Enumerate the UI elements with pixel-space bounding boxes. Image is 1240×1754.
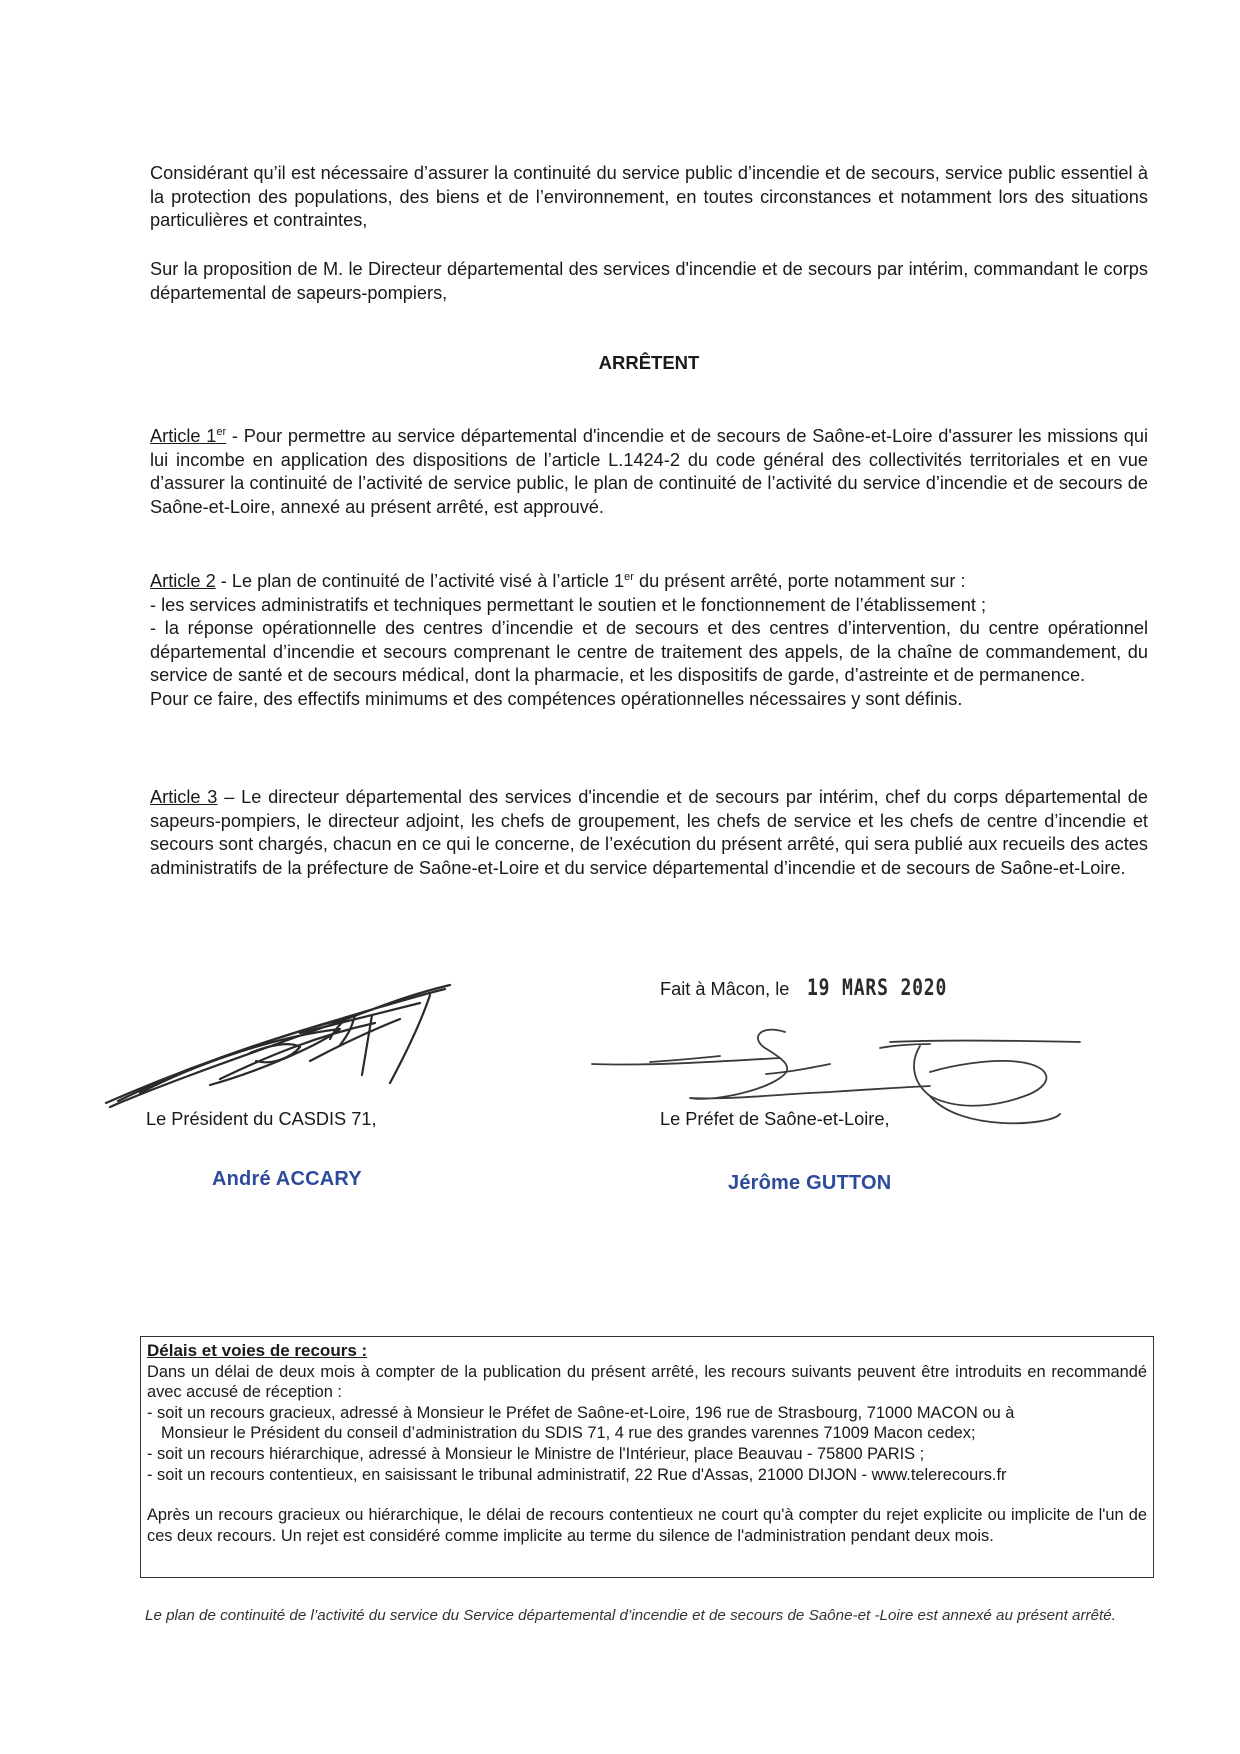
article-3-label: Article 3 <box>150 787 218 807</box>
proposition-paragraph <box>150 258 1148 305</box>
arretent-heading: ARRÊTENT <box>598 352 700 373</box>
article-2-item-1: - les services administratifs et techniques permettant le soutien et le fonctionnement de l’établissement ; <box>150 594 987 615</box>
place-date-label: Fait à Mâcon, le <box>660 979 790 999</box>
article-3-text: – Le directeur départemental des services d'incendie et de secours par intérim, chef du corps départemental de sapeurs-pompiers, le directeur adjoint, les chefs de groupement, les chefs de service et les chefs de centre d’incendie et secours sont chargés, chacun en ce qui le concerne, de l’exécution du présent arrêté, qui sera publié aux recueils des actes administratifs de la préfecture de Saône-et-Loire et du service départemental d’incendie et de secours de Saône-et-Loire. <box>150 787 1148 878</box>
considerant-paragraph <box>150 162 1148 233</box>
considerant-text: Considérant qu’il est nécessaire d’assurer la continuité du service public d’incendie et de secours, service public essentiel à la protection des populations, des biens et de l’environnement, en toutes circonstances et notamment lors des situations particulières et contraintes, <box>150 163 1148 230</box>
article-1-text: - Pour permettre au service départemental d'incendie et de secours de Saône-et-Loire d'assurer les missions qui lui incombe en application des dispositions de l’article L.1424-2 du code général des collectivités territoriales et en vue d’assurer la continuité de l’activité de service public, le plan de continuité de l’activité du service d’incendie et de secours de Saône-et-Loire, annexé au présent arrêté, est approuvé. <box>150 426 1149 517</box>
proposition-text: Sur la proposition de M. le Directeur départemental des services d'incendie et de secours par intérim, commandant le corps départemental de sapeurs-pompiers, <box>150 259 1148 303</box>
recours-intro: Dans un délai de deux mois à compter de la publication du présent arrêté, les recours suivants peuvent être introduits en recommandé avec accusé de réception : <box>147 1362 1147 1402</box>
prefet-title: Le Préfet de Saône-et-Loire, <box>660 1109 890 1129</box>
recours-box <box>140 1336 1154 1578</box>
president-signature <box>100 975 460 1115</box>
article-1 <box>150 425 1148 519</box>
prefet-name-stamp: Jérôme GUTTON <box>728 1172 892 1194</box>
date-stamp: 19 MARS 2020 <box>807 976 948 1001</box>
annex-footnote: Le plan de continuité de l’activité du service du Service départemental d’incendie et de secours de Saône-et -Loire est annexé au présent arrêté. <box>145 1607 1116 1624</box>
recours-title: Délais et voies de recours : <box>147 1341 368 1360</box>
place-date-line <box>660 976 978 1001</box>
recours-item-3: - soit un recours contentieux, en saisissant le tribunal administratif, 22 Rue d'Assas, 21000 DIJON - www.telerecours.fr <box>147 1465 1007 1484</box>
recours-item-2: - soit un recours hiérarchique, adressé à Monsieur le Ministre de l'Intérieur, place Beauvau - 75800 PARIS ; <box>147 1444 925 1463</box>
recours-item-1-continued: Monsieur le Président du conseil d’administration du SDIS 71, 4 rue des grandes varennes 71009 Macon cedex; <box>161 1424 976 1443</box>
article-1-label: Article 1er <box>150 425 227 446</box>
article-2-item-2: - la réponse opérationnelle des centres d’incendie et de secours et des centres d’intervention, du centre opérationnel départemental d’incendie et secours comprenant le centre de traitement des appels, de la chaîne de commandement, du service de santé et de secours médical, dont la pharmacie, et les dispositifs de garde, d’astreinte et de permanence. <box>150 618 1148 685</box>
recours-closing: Après un recours gracieux ou hiérarchique, le délai de recours contentieux ne court qu'à compter du rejet explicite ou implicite de l'un de ces deux recours. Un rejet est considéré comme implicite au terme du silence de l'administration pendant deux mois. <box>147 1506 1147 1545</box>
article-2-label: Article 2 <box>150 571 216 591</box>
article-3 <box>150 786 1148 880</box>
president-name-stamp: André ACCARY <box>212 1168 362 1190</box>
recours-item-1: - soit un recours gracieux, adressé à Monsieur le Préfet de Saône-et-Loire, 196 rue de Strasbourg, 71000 MACON ou à <box>147 1403 1015 1422</box>
article-2-intro: - Le plan de continuité de l’activité visé à l’article 1er du présent arrêté, porte notamment sur : <box>215 570 966 591</box>
article-2 <box>150 570 1148 711</box>
article-2-closing: Pour ce faire, des effectifs minimums et des compétences opérationnelles nécessaires y sont définis. <box>150 688 963 709</box>
president-title: Le Président du CASDIS 71, <box>146 1109 377 1129</box>
